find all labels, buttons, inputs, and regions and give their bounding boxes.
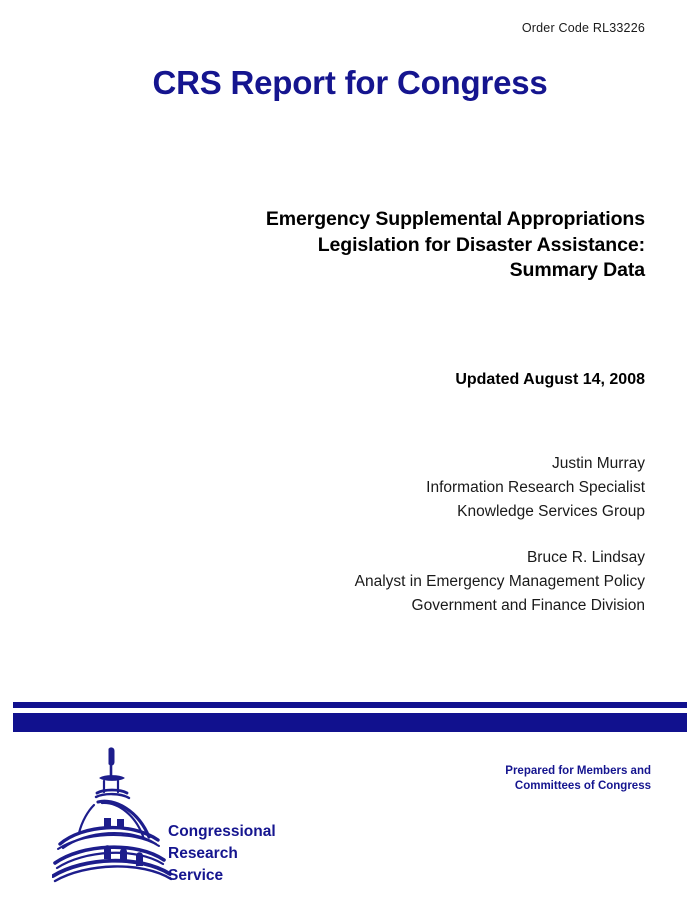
- divider-rule-thin: [13, 702, 687, 708]
- author-name: Bruce R. Lindsay: [526, 549, 645, 566]
- prepared-for-line-2: Committees of Congress: [514, 780, 651, 792]
- report-title-line-2: Legislation for Disaster Assistance:: [317, 233, 645, 256]
- order-code: Order Code RL33226: [521, 21, 645, 35]
- updated-date: Updated August 14, 2008: [455, 371, 645, 388]
- crs-logo-word-congressional: Congressional: [168, 823, 276, 840]
- report-title-line-3: Summary Data: [509, 259, 645, 281]
- author-role: Information Research Specialist: [426, 479, 645, 496]
- author-block: [0, 452, 645, 524]
- crs-logo: [52, 745, 282, 885]
- author-credits: [0, 452, 645, 618]
- crs-logo-wordmark: [168, 821, 276, 887]
- author-block: [0, 546, 645, 618]
- prepared-for-line-1: Prepared for Members and: [505, 765, 651, 777]
- divider-rule-thick: [13, 713, 687, 732]
- author-name: Justin Murray: [551, 455, 645, 472]
- report-title-line-1: Emergency Supplemental Appropriations: [265, 208, 645, 230]
- crs-logo-word-service: Service: [168, 867, 224, 884]
- author-division: Government and Finance Division: [411, 597, 645, 614]
- author-role: Analyst in Emergency Management Policy: [354, 573, 645, 590]
- report-title: [0, 207, 645, 284]
- author-division: Knowledge Services Group: [457, 503, 645, 520]
- crs-report-banner-heading: CRS Report for Congress: [152, 64, 548, 101]
- crs-logo-word-research: Research: [168, 845, 238, 862]
